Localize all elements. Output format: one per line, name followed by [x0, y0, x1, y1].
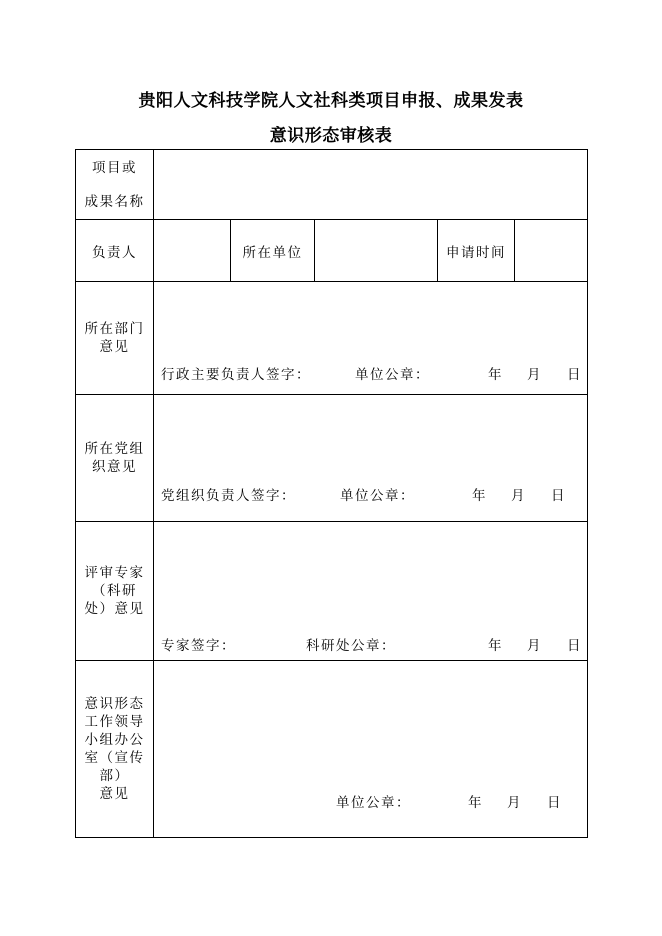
ideology-opinion-label-line5: 部）	[99, 768, 130, 784]
review-form-table	[75, 149, 588, 838]
dept-seal-label: 单位公章：	[355, 367, 430, 383]
expert-opinion-label-line2: （科研	[92, 583, 137, 599]
project-name-label-line1: 项目或	[92, 159, 137, 176]
dept-opinion-row	[76, 282, 588, 395]
party-day-label: 日	[551, 488, 566, 504]
applicant-info-row	[76, 220, 588, 282]
ideology-opinion-label-line6: 意见	[99, 786, 130, 802]
ideology-opinion-label-line2: 工作领导	[84, 714, 145, 730]
ideology-day-label: 日	[547, 795, 562, 811]
dept-year-label: 年	[488, 367, 503, 383]
dept-opinion-label	[76, 282, 154, 395]
leader-field[interactable]	[154, 220, 231, 282]
expert-opinion-label-line1: 评审专家	[84, 565, 145, 581]
expert-opinion-label-line3: 处）意见	[84, 601, 145, 617]
party-opinion-label-line2: 织意见	[92, 459, 137, 475]
ideology-month-label: 月	[507, 795, 522, 811]
expert-day-label: 日	[567, 638, 582, 654]
dept-opinion-field[interactable]	[154, 282, 588, 395]
unit-label: 所在单位	[231, 220, 315, 282]
ideology-opinion-label-line3: 小组办公	[84, 732, 145, 748]
dept-opinion-label-line2: 意见	[99, 339, 130, 355]
ideology-opinion-label	[76, 661, 154, 838]
dept-month-label: 月	[527, 367, 542, 383]
expert-signature-label: 专家签字：	[161, 638, 236, 654]
party-opinion-label-line1: 所在党组	[84, 441, 145, 457]
ideology-year-label: 年	[468, 795, 483, 811]
unit-field[interactable]	[315, 220, 438, 282]
dept-opinion-label-line1: 所在部门	[84, 321, 145, 337]
party-opinion-field[interactable]	[154, 395, 588, 522]
ideology-opinion-row	[76, 661, 588, 838]
party-seal-label: 单位公章：	[340, 488, 415, 504]
expert-opinion-label	[76, 522, 154, 661]
party-year-label: 年	[472, 488, 487, 504]
leader-label: 负责人	[76, 220, 154, 282]
dept-day-label: 日	[567, 367, 582, 383]
party-opinion-row	[76, 395, 588, 522]
project-name-field[interactable]	[154, 150, 588, 220]
party-opinion-label	[76, 395, 154, 522]
date-label: 申请时间	[438, 220, 515, 282]
expert-opinion-field[interactable]	[154, 522, 588, 661]
project-name-label	[76, 150, 154, 220]
party-signature-label: 党组织负责人签字：	[161, 488, 296, 504]
date-field[interactable]	[515, 220, 588, 282]
project-name-row	[76, 150, 588, 220]
expert-opinion-row	[76, 522, 588, 661]
party-month-label: 月	[511, 488, 526, 504]
expert-month-label: 月	[527, 638, 542, 654]
ideology-opinion-label-line1: 意识形态	[84, 696, 145, 712]
form-title-line2: 意识形态审核表	[269, 126, 393, 146]
research-office-seal-label: 科研处公章：	[306, 638, 396, 654]
ideology-opinion-label-line4: 室（宣传	[84, 750, 145, 766]
ideology-opinion-field[interactable]	[154, 661, 588, 838]
ideology-seal-label: 单位公章：	[336, 795, 411, 811]
dept-signature-label: 行政主要负责人签字：	[161, 367, 311, 383]
form-title-line1: 贵阳人文科技学院人文社科类项目申报、成果发表	[138, 91, 524, 111]
expert-year-label: 年	[488, 638, 503, 654]
project-name-label-line2: 成果名称	[84, 193, 145, 210]
